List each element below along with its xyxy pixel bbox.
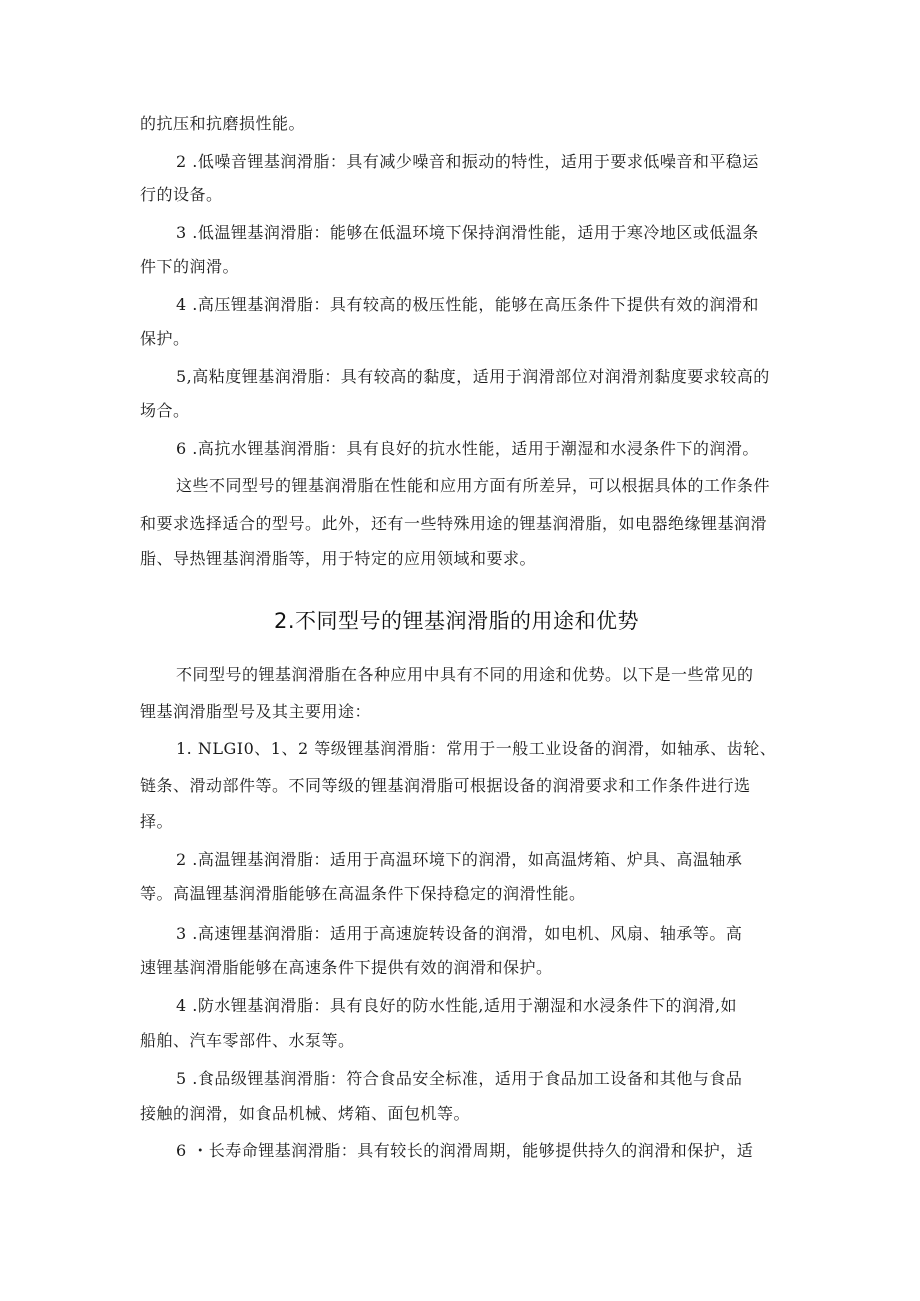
list2-item-1-line1: 1. NLGI0、1、2 等级锂基润滑脂：常用于一般工业设备的润滑，如轴承、齿轮、	[176, 739, 777, 758]
list1-item-6-line1: 6 .高抗水锂基润滑脂：具有良好的抗水性能，适用于潮湿和水浸条件下的润滑。	[176, 439, 759, 458]
list1-item-2-line1: 2 .低噪音锂基润滑脂：具有减少噪音和振动的特性，适用于要求低噪音和平稳运	[176, 152, 759, 171]
intro-continuation: 的抗压和抗磨损性能。	[140, 114, 306, 133]
list2-item-4-line1: 4 .防水锂基润滑脂：具有良好的防水性能,适用于潮湿和水浸条件下的润滑,如	[176, 996, 738, 1015]
list1-item-2-line2: 行的设备。	[140, 185, 223, 204]
list2-item-5-line2: 接触的润滑，如食品机械、烤箱、面包机等。	[140, 1104, 471, 1123]
list2-item-1-line2: 链条、滑动部件等。不同等级的锂基润滑脂可根据设备的润滑要求和工作条件进行选	[140, 776, 751, 795]
section-intro-line2: 锂基润滑脂型号及其主要用途：	[140, 702, 372, 721]
list1-item-4-line1: 4 .高压锂基润滑脂：具有较高的极压性能，能够在高压条件下提供有效的润滑和	[176, 295, 759, 314]
section-intro-line1: 不同型号的锂基润滑脂在各种应用中具有不同的用途和优势。以下是一些常见的	[176, 665, 754, 684]
summary-line3: 脂、导热锂基润滑脂等，用于特定的应用领域和要求。	[140, 549, 537, 568]
list1-item-3-line1: 3 .低温锂基润滑脂：能够在低温环境下保持润滑性能，适用于寒冷地区或低温条	[176, 223, 759, 242]
list1-item-5-line2: 场合。	[140, 401, 190, 420]
list1-item-5-line1: 5,高粘度锂基润滑脂：具有较高的黏度，适用于润滑部位对润滑剂黏度要求较高的	[176, 367, 770, 386]
list2-item-3-line1: 3 .高速锂基润滑脂：适用于高速旋转设备的润滑，如电机、风扇、轴承等。高	[176, 924, 743, 943]
list2-item-1-line3: 择。	[140, 812, 174, 831]
list2-item-3-line2: 速锂基润滑脂能够在高速条件下提供有效的润滑和保护。	[140, 958, 553, 977]
summary-line1: 这些不同型号的锂基润滑脂在性能和应用方面有所差异，可以根据具体的工作条件	[176, 476, 771, 495]
summary-line2: 和要求选择适合的型号。此外，还有一些特殊用途的锂基润滑脂，如电器绝缘锂基润滑	[140, 514, 768, 533]
list2-item-6-line1: 6 ・长寿命锂基润滑脂：具有较长的润滑周期，能够提供持久的润滑和保护，适	[176, 1141, 754, 1160]
list2-item-5-line1: 5 .食品级锂基润滑脂：符合食品安全标准，适用于食品加工设备和其他与食品	[176, 1069, 743, 1088]
section-heading: 2.不同型号的锂基润滑脂的用途和优势	[274, 609, 640, 633]
list1-item-3-line2: 件下的润滑。	[140, 257, 240, 276]
list2-item-2-line2: 等。高温锂基润滑脂能够在高温条件下保持稳定的润滑性能。	[140, 884, 586, 903]
list1-item-4-line2: 保护。	[140, 329, 190, 348]
list2-item-4-line2: 船舶、汽车零部件、水泵等。	[140, 1031, 355, 1050]
list2-item-2-line1: 2 .高温锂基润滑脂：适用于高温环境下的润滑，如高温烤箱、炉具、高温轴承	[176, 850, 743, 869]
